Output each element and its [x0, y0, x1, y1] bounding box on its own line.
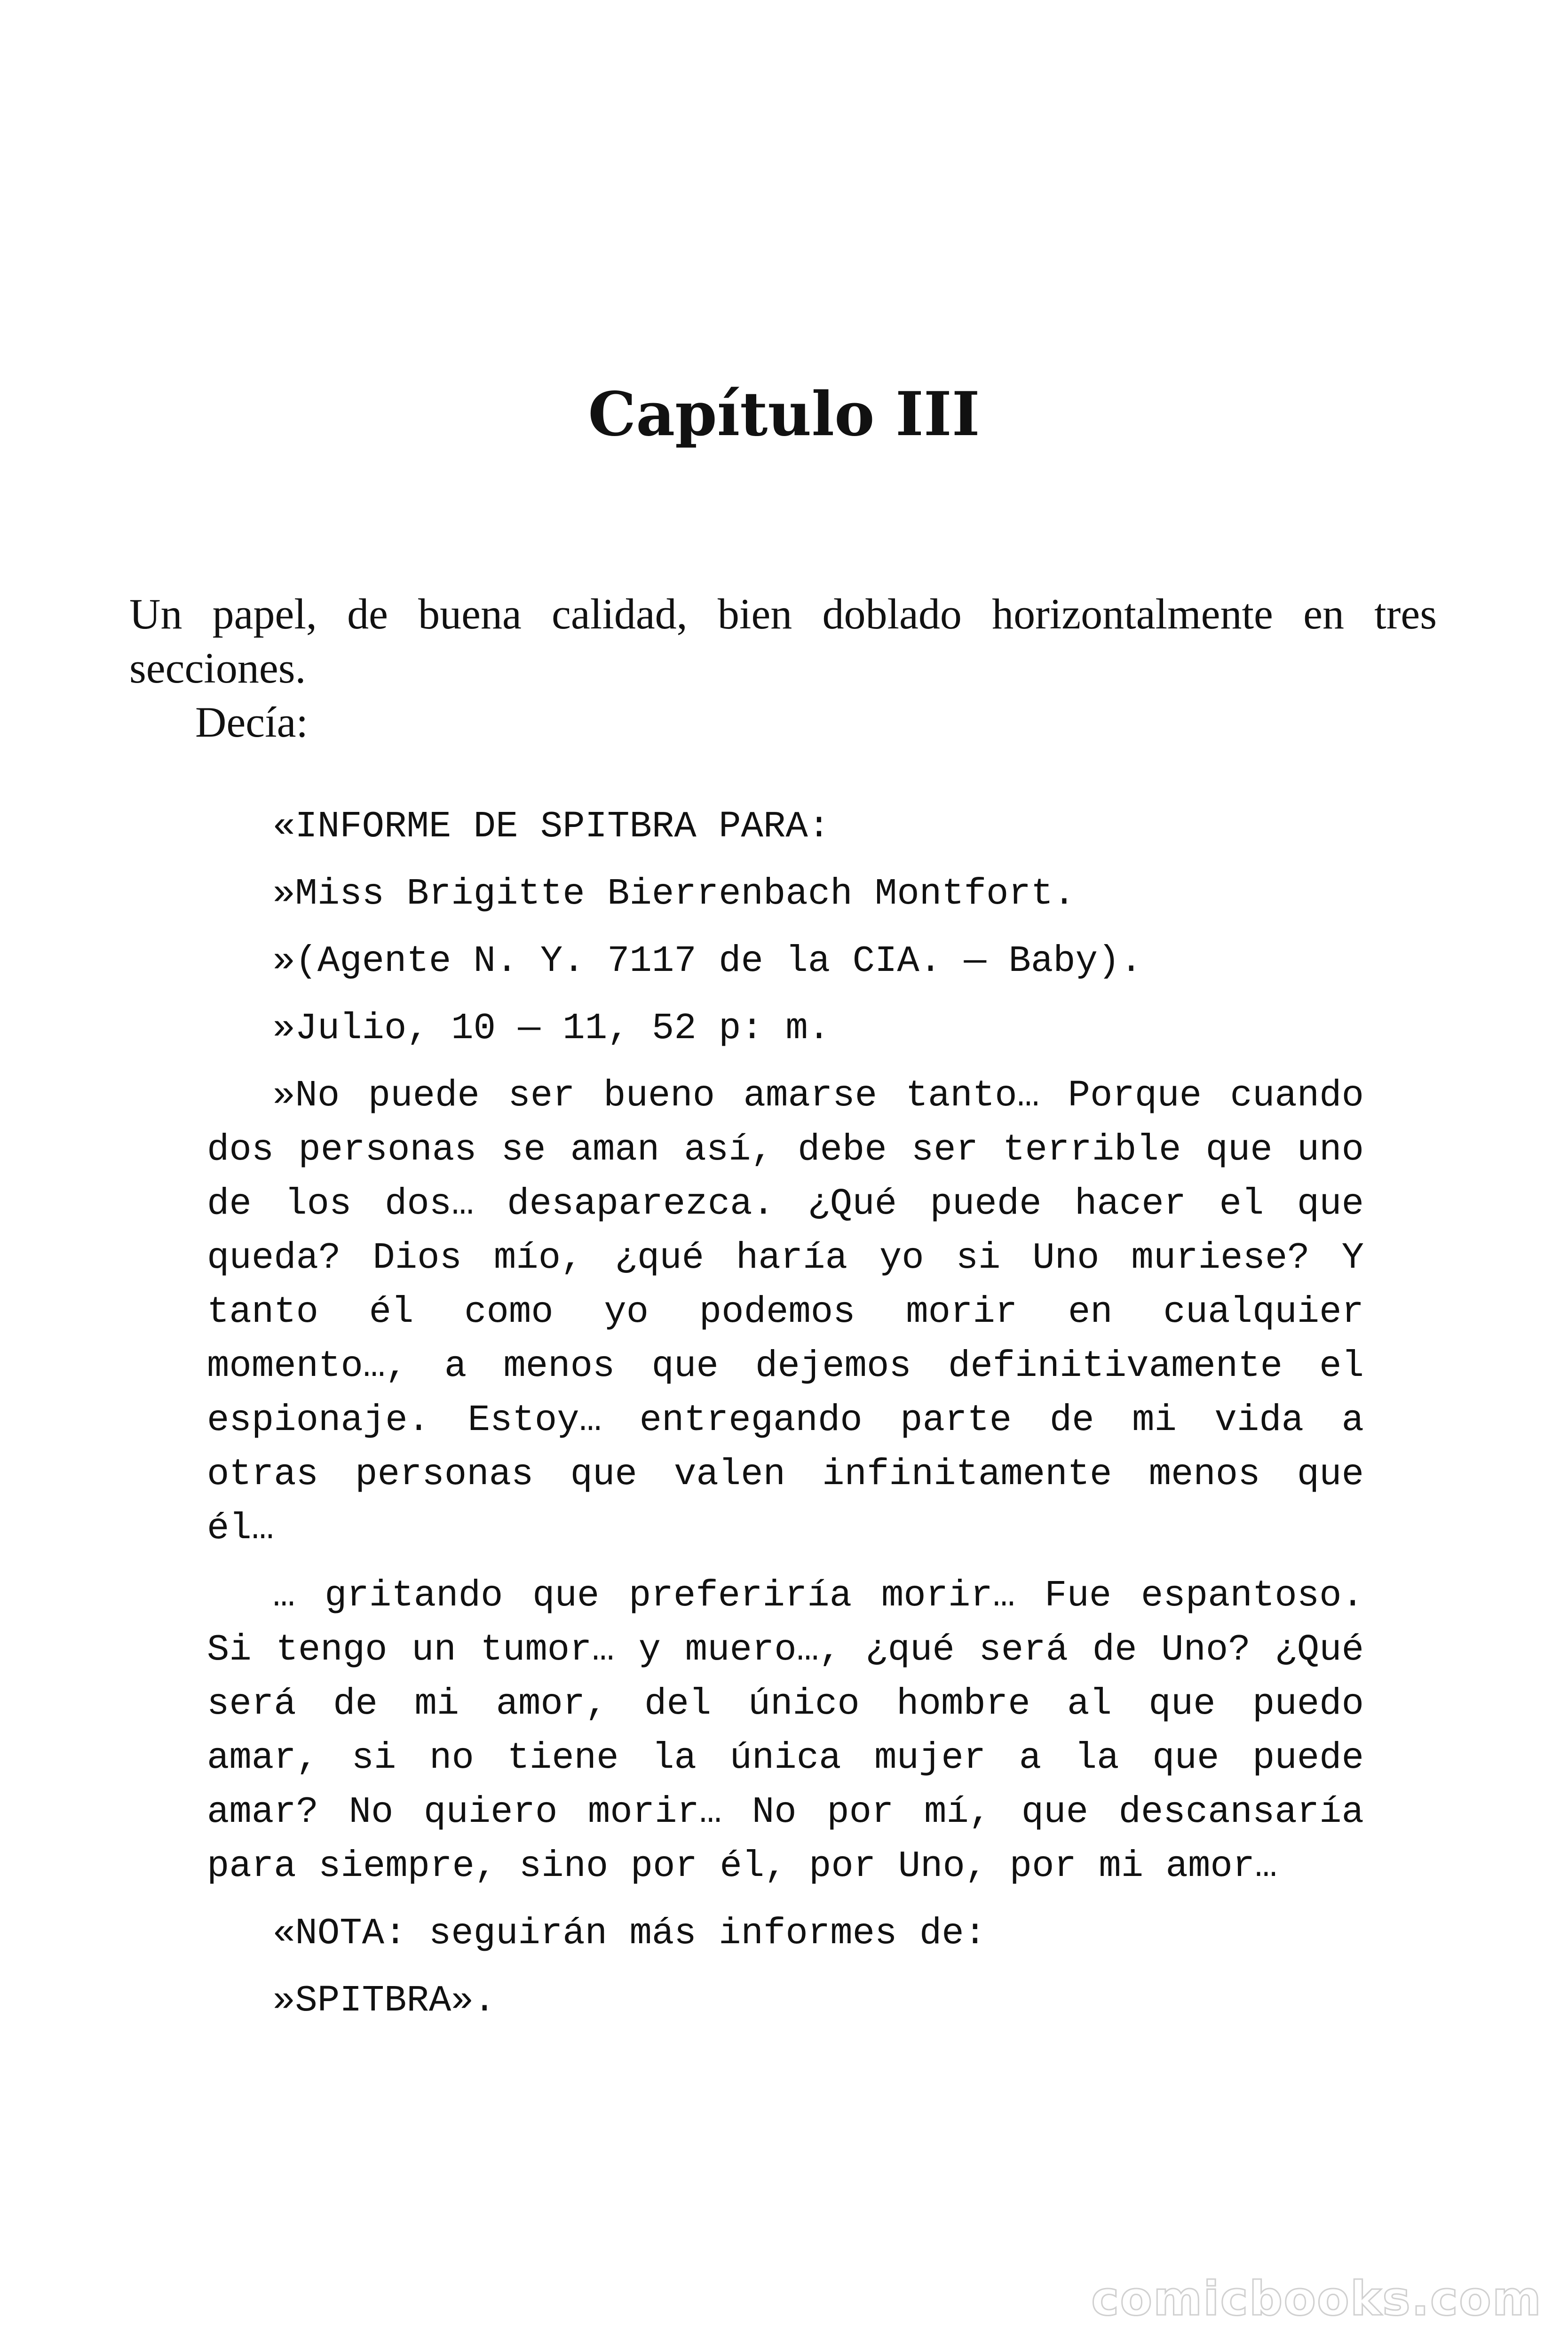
chapter-title: Capítulo III	[588, 379, 980, 450]
narration-block	[129, 587, 1437, 749]
report-line: »(Agente N. Y. 7117 de la CIA. — Baby).	[273, 940, 1142, 982]
report-block	[207, 800, 1364, 2041]
report-line: «INFORME DE SPITBRA PARA:	[273, 805, 831, 848]
report-line: «NOTA: seguirán más informes de:	[273, 1912, 987, 1955]
report-paragraph: … gritando que preferiría morir… Fue espantoso. Si tengo un tumor… y muero…, ¿qué será de Uno? ¿Qué será de mi amor, del único hombre al que puedo amar, si no tiene la única mujer a la que puede amar? No quiero morir… No por mí, que descansaría para siempre, sino por él, por Uno, por mi amor…	[207, 1574, 1364, 1887]
report-line: »Miss Brigitte Bierrenbach Montfort.	[273, 873, 1076, 915]
report-line: »SPITBRA».	[273, 1979, 496, 2022]
narration-paragraph: Un papel, de buena calidad, bien doblado horizontalmente en tres secciones.	[129, 590, 1437, 692]
report-paragraph: »No puede ser bueno amarse tanto… Porque cuando dos personas se aman así, debe ser terrible que uno de los dos… desaparezca. ¿Qué puede hacer el que queda? Dios mío, ¿qué haría yo si Uno muriese? Y tanto él como yo podemos morir en cualquier momento…, a menos que dejemos definitivamente el espionaje. Estoy… entregando parte de mi vida a otras personas que valen infinitamente menos que él…	[207, 1074, 1364, 1549]
report-line: »Julio, 10 — 11, 52 p: m.	[273, 1007, 831, 1049]
narration-paragraph: Decía:	[195, 698, 309, 746]
watermark: comicbooks.com	[1091, 2271, 1542, 2326]
